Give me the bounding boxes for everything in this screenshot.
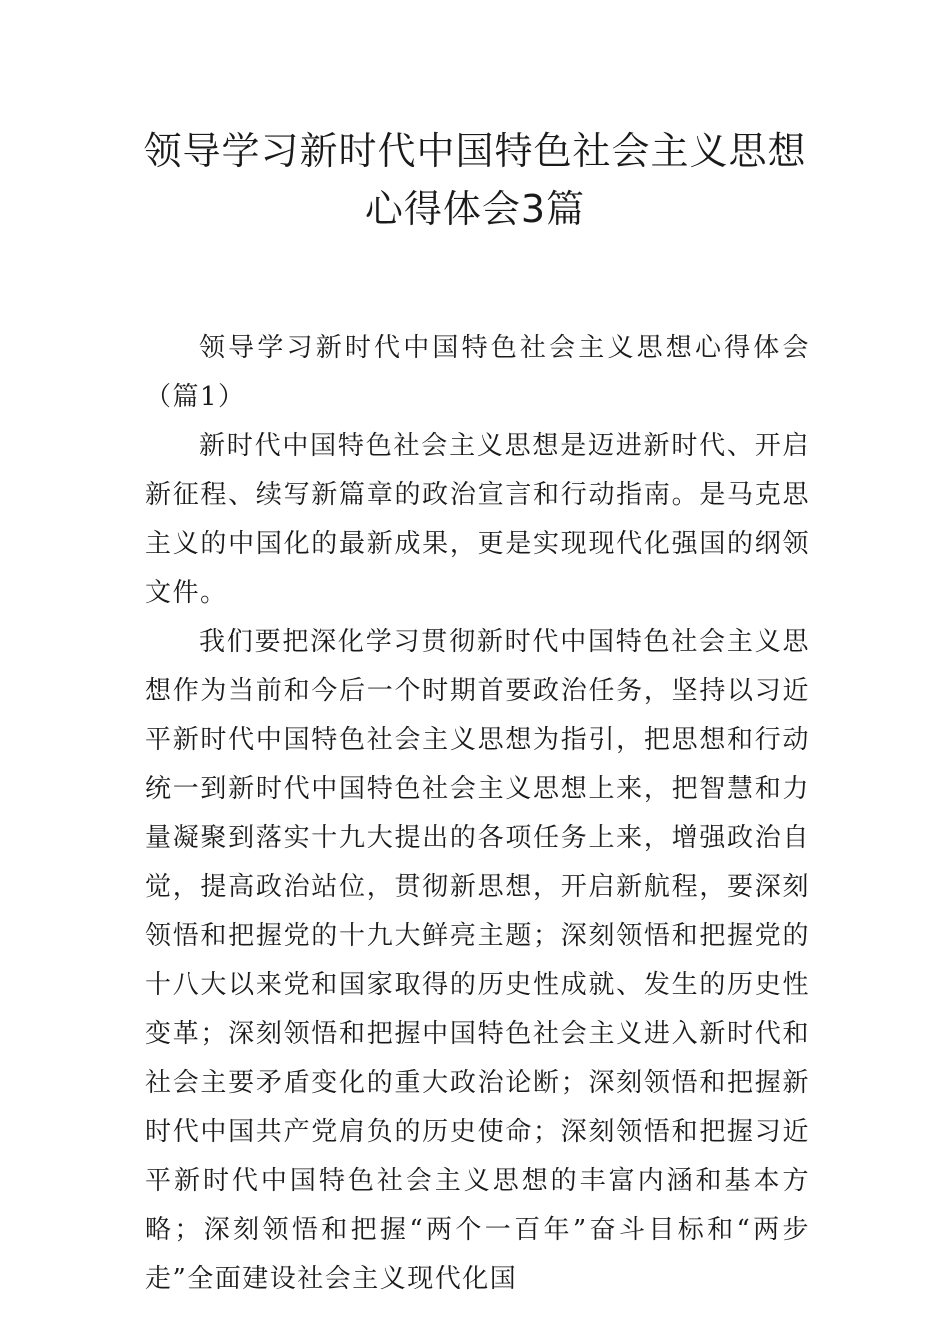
title-line-1: 领导学习新时代中国特色社会主义思想 xyxy=(143,129,807,173)
body-paragraph-1: 新时代中国特色社会主义思想是迈进新时代、开启新征程、续写新篇章的政治宣言和行动指南。是马克思主义的中国化的最新成果，更是实现现代化强国的纲领文件。 xyxy=(145,431,810,608)
document-body xyxy=(145,324,810,1304)
title-line-2: 心得体会3篇 xyxy=(364,187,586,231)
document-title xyxy=(100,122,850,238)
section-heading-paragraph: 领导学习新时代中国特色社会主义思想心得体会（篇1） xyxy=(145,333,810,412)
body-paragraph-2: 我们要把深化学习贯彻新时代中国特色社会主义思想作为当前和今后一个时期首要政治任务，坚持以习近平新时代中国特色社会主义思想为指引，把思想和行动统一到新时代中国特色社会主义思想上来，把智慧和力量凝聚到落实十九大提出的各项任务上来，增强政治自觉，提高政治站位，贯彻新思想，开启新航程，要深刻领悟和把握党的十九大鲜亮主题；深刻领悟和把握党的十八大以来党和国家取得的历史性成就、发生的历史性变革；深刻领悟和把握中国特色社会主义进入新时代和社会主要矛盾变化的重大政治论断；深刻领悟和把握新时代中国共产党肩负的历史使命；深刻领悟和把握习近平新时代中国特色社会主义思想的丰富内涵和基本方略；深刻领悟和把握“两个一百年”奋斗目标和“两步走”全面建设社会主义现代化国 xyxy=(145,627,810,1294)
